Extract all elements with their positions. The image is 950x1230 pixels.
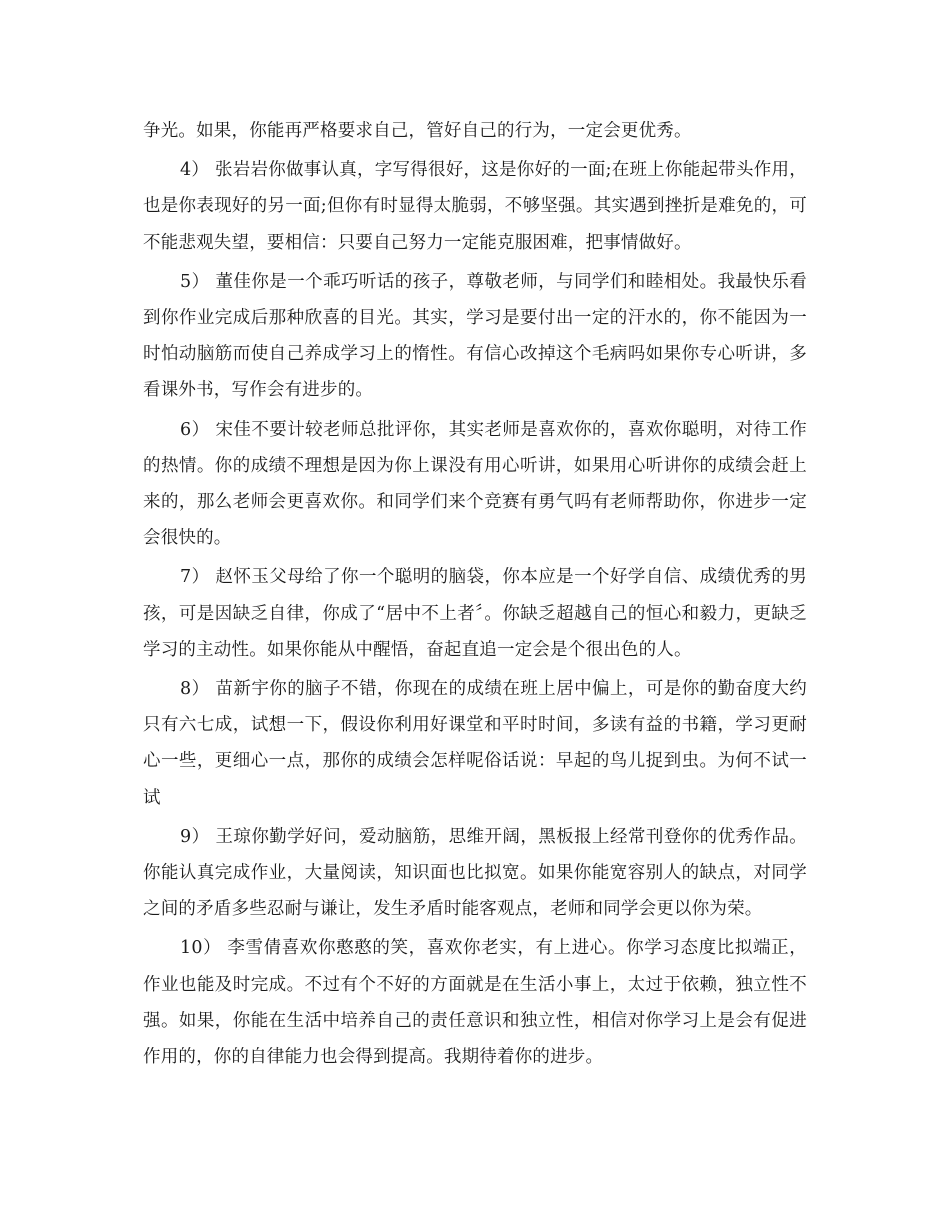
paragraph-comment-9: 9） 王琼你勤学好问，爱动脑筋，思维开阔，黑板报上经常刊登你的优秀作品。你能认真完成作业，大量阅读，知识面也比拟宽。如果你能宽容别人的缺点，对同学之间的矛盾多些忍耐与谦让，发生矛盾时能客观点，老师和同学会更以你为荣。 [143,826,807,920]
paragraph-comment-4: 4） 张岩岩你做事认真，字写得很好，这是你好的一面;在班上你能起带头作用，也是你表现好的另一面;但你有时显得太脆弱，不够坚强。其实遇到挫折是难免的，可不能悲观失望，要相信：只要自己努力一定能克服困难，把事情做好。 [143,160,807,253]
document-page [143,113,807,1078]
paragraph-comment-5: 5） 董佳你是一个乖巧听话的孩子，尊敬老师，与同学们和睦相处。我最快乐看到你作业完成后那种欣喜的目光。其实，学习是要付出一定的汗水的，你不能因为一时怕动脑筋而使自己养成学习上的惰性。有信心改掉这个毛病吗如果你专心听讲，多看课外书，写作会有进步的。 [143,271,807,401]
paragraph-continuation: 争光。如果，你能再严格要求自己，管好自己的行为，一定会更优秀。 [143,121,692,141]
paragraph-comment-7: 7） 赵怀玉父母给了你一个聪明的脑袋，你本应是一个好学自信、成绩优秀的男孩，可是因缺乏自律，你成了“居中不上者〞。你缺乏超越自己的恒心和毅力，更缺乏学习的主动性。如果你能从中醒悟，奋起直追一定会是个很出色的人。 [143,567,807,660]
paragraph-comment-10: 10） 李雪倩喜欢你憨憨的笑，喜欢你老实，有上进心。你学习态度比拟端正，作业也能及时完成。不过有个不好的方面就是在生活小事上，太过于依赖，独立性不强。如果，你能在生活中培养自己的责任意识和独立性，相信对你学习上是会有促进作用的，你的自律能力也会得到提高。我期待着你的进步。 [143,938,807,1068]
paragraph-comment-6: 6） 宋佳不要计较老师总批评你，其实老师是喜欢你的，喜欢你聪明，对待工作的热情。你的成绩不理想是因为你上课没有用心听讲，如果用心听讲你的成绩会赶上来的，那么老师会更喜欢你。和同学们来个竞赛有勇气吗有老师帮助你，你进步一定会很快的。 [143,419,807,549]
paragraph-comment-8: 8） 苗新宇你的脑子不错，你现在的成绩在班上居中偏上，可是你的勤奋度大约只有六七成，试想一下，假设你利用好课堂和平时时间，多读有益的书籍，学习更耐心一些，更细心一点，那你的成绩会怎样呢俗话说：早起的鸟儿捉到虫。为何不试一试 [143,679,807,808]
